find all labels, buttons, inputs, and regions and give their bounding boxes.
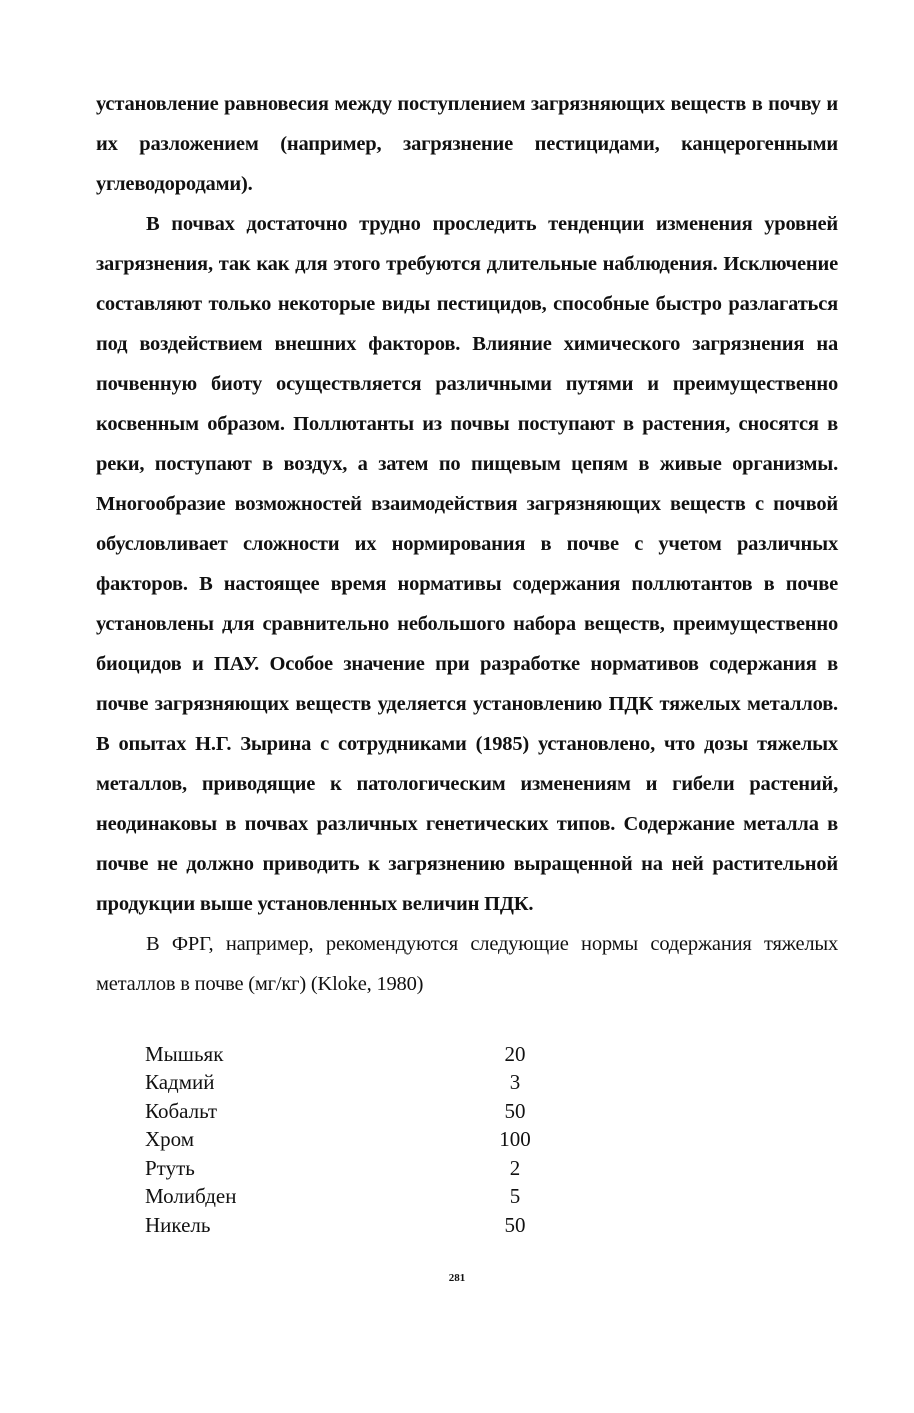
- table-row: [145, 1211, 565, 1240]
- metal-value: 2: [509, 1155, 521, 1180]
- paragraph-2: В почвах достаточно трудно проследить тенденции изменения уровней загрязнения, так как для этого требуются длительные наблюдения. Исключение составляют только некоторые виды пестицидов, способные быстро разлагаться под воздействием внешних факторов. Влияние химического загрязнения на почвенную биоту осуществляется различными путями и преимущественно косвенным образом. Поллютанты из почвы поступают в растения, сносятся в реки, поступают в воздух, а затем по пищевым цепям в живые организмы. Многообразие возможностей взаимодействия загрязняющих веществ с почвой обусловливает сложности их нормирования в почве с учетом различных факторов. В настоящее время нормативы содержания поллютантов в почве установлены для сравнительно небольшого набора веществ, преимущественно биоцидов и ПАУ. Особое значение при разработке нормативов содержания в почве загрязняющих веществ уделяется установлению ПДК тяжелых металлов. В опытах Н.Г. Зырина с сотрудниками (1985) установлено, что дозы тяжелых металлов, приводящие к патологическим изменениям и гибели растений, неодинаковы в почвах различных генетических типов. Содержание металла в почве не должно приводить к загрязнению выращенной на ней растительной продукции выше установленных величин ПДК.: [96, 213, 838, 915]
- metal-name: Молибден: [145, 1184, 237, 1209]
- metal-value: 3: [509, 1070, 521, 1095]
- metal-value: 100: [499, 1127, 531, 1152]
- metals-table: [145, 1040, 565, 1240]
- document-body: [96, 84, 838, 1004]
- paragraph-1: установление равновесия между поступлением загрязняющих веществ в почву и их разложением (например, загрязнение пестицидами, канцерогенными углеводородами).: [96, 93, 838, 195]
- metal-value: 5: [509, 1184, 521, 1209]
- table-row: [145, 1183, 565, 1212]
- metal-value: 50: [504, 1212, 526, 1237]
- paragraph-3: В ФРГ, например, рекомендуются следующие нормы содержания тяжелых металлов в почве (мг/кг) (Kloke, 1980): [96, 933, 838, 995]
- page-number: 281: [448, 1272, 466, 1284]
- metal-name: Кадмий: [145, 1070, 215, 1095]
- table-row: [145, 1040, 565, 1069]
- table-row: [145, 1069, 565, 1098]
- metal-name: Никель: [145, 1212, 211, 1237]
- table-row: [145, 1097, 565, 1126]
- metal-name: Кобальт: [145, 1098, 218, 1123]
- table-row: [145, 1126, 565, 1155]
- metal-name: Ртуть: [145, 1155, 195, 1180]
- metal-name: Хром: [145, 1127, 195, 1152]
- metal-value: 20: [504, 1041, 526, 1066]
- metal-value: 50: [504, 1098, 526, 1123]
- metal-name: Мышьяк: [145, 1041, 224, 1066]
- table-row: [145, 1154, 565, 1183]
